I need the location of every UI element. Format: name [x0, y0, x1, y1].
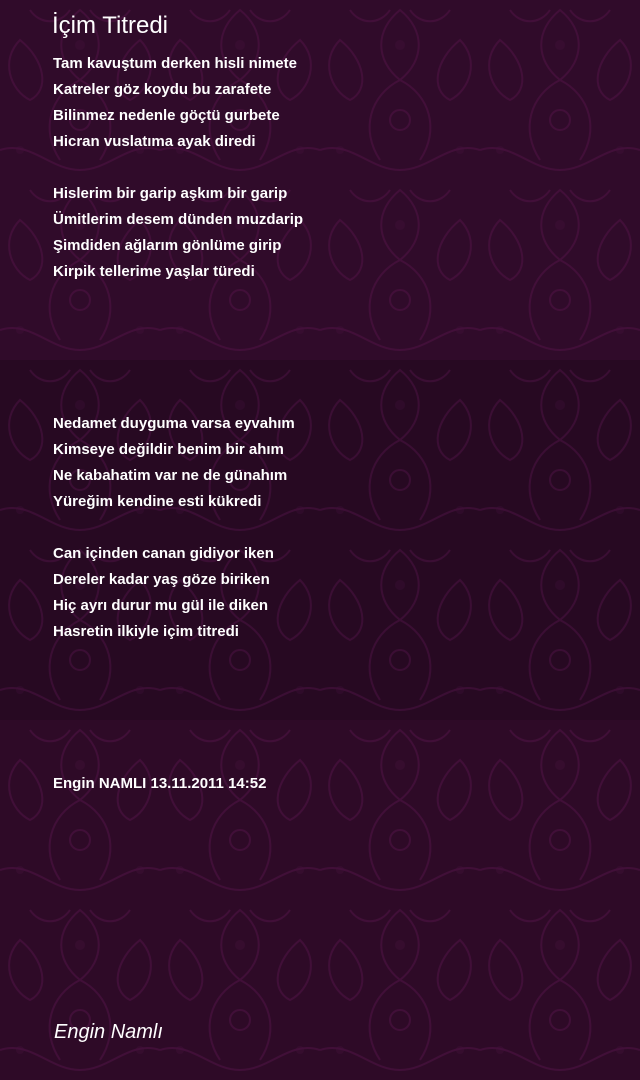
stanza-2 [53, 181, 303, 285]
poem-line: Dereler kadar yaş göze biriken [53, 571, 270, 588]
stanza-3 [53, 411, 295, 515]
poem-line: Nedamet duyguma varsa eyvahım [53, 415, 295, 432]
poem-title: İçim Titredi [52, 12, 169, 39]
poem-line: Hiç ayrı durur mu gül ile diken [53, 597, 269, 614]
poem-line: Bilinmez nedenle göçtü gurbete [53, 107, 280, 124]
poem-line: Ümitlerim desem dünden muzdarip [53, 211, 304, 228]
poem-line: Tam kavuştum derken hisli nimete [53, 55, 297, 72]
poem-line: Katreler göz koydu bu zarafete [53, 81, 272, 98]
poem-line: Şimdiden ağlarım gönlüme girip [53, 237, 282, 254]
stanza-4 [53, 541, 274, 645]
poem-line: Kimseye değildir benim bir ahım [53, 441, 284, 458]
poem-line: Yüreğim kendine esti kükredi [53, 493, 262, 510]
poem-line: Hasretin ilkiyle içim titredi [53, 623, 239, 640]
poem-line: Hislerim bir garip aşkım bir garip [53, 185, 288, 202]
author-date-byline: Engin NAMLI 13.11.2011 14:52 [53, 775, 267, 792]
poem-line: Can içinden canan gidiyor iken [53, 545, 274, 562]
author-signature: Engin Namlı [54, 1021, 163, 1043]
poem-line: Ne kabahatim var ne de günahım [53, 467, 288, 484]
poem-line: Kirpik tellerime yaşlar türedi [53, 263, 255, 280]
stanza-1 [53, 51, 297, 155]
poem-line: Hicran vuslatıma ayak diredi [53, 133, 256, 150]
